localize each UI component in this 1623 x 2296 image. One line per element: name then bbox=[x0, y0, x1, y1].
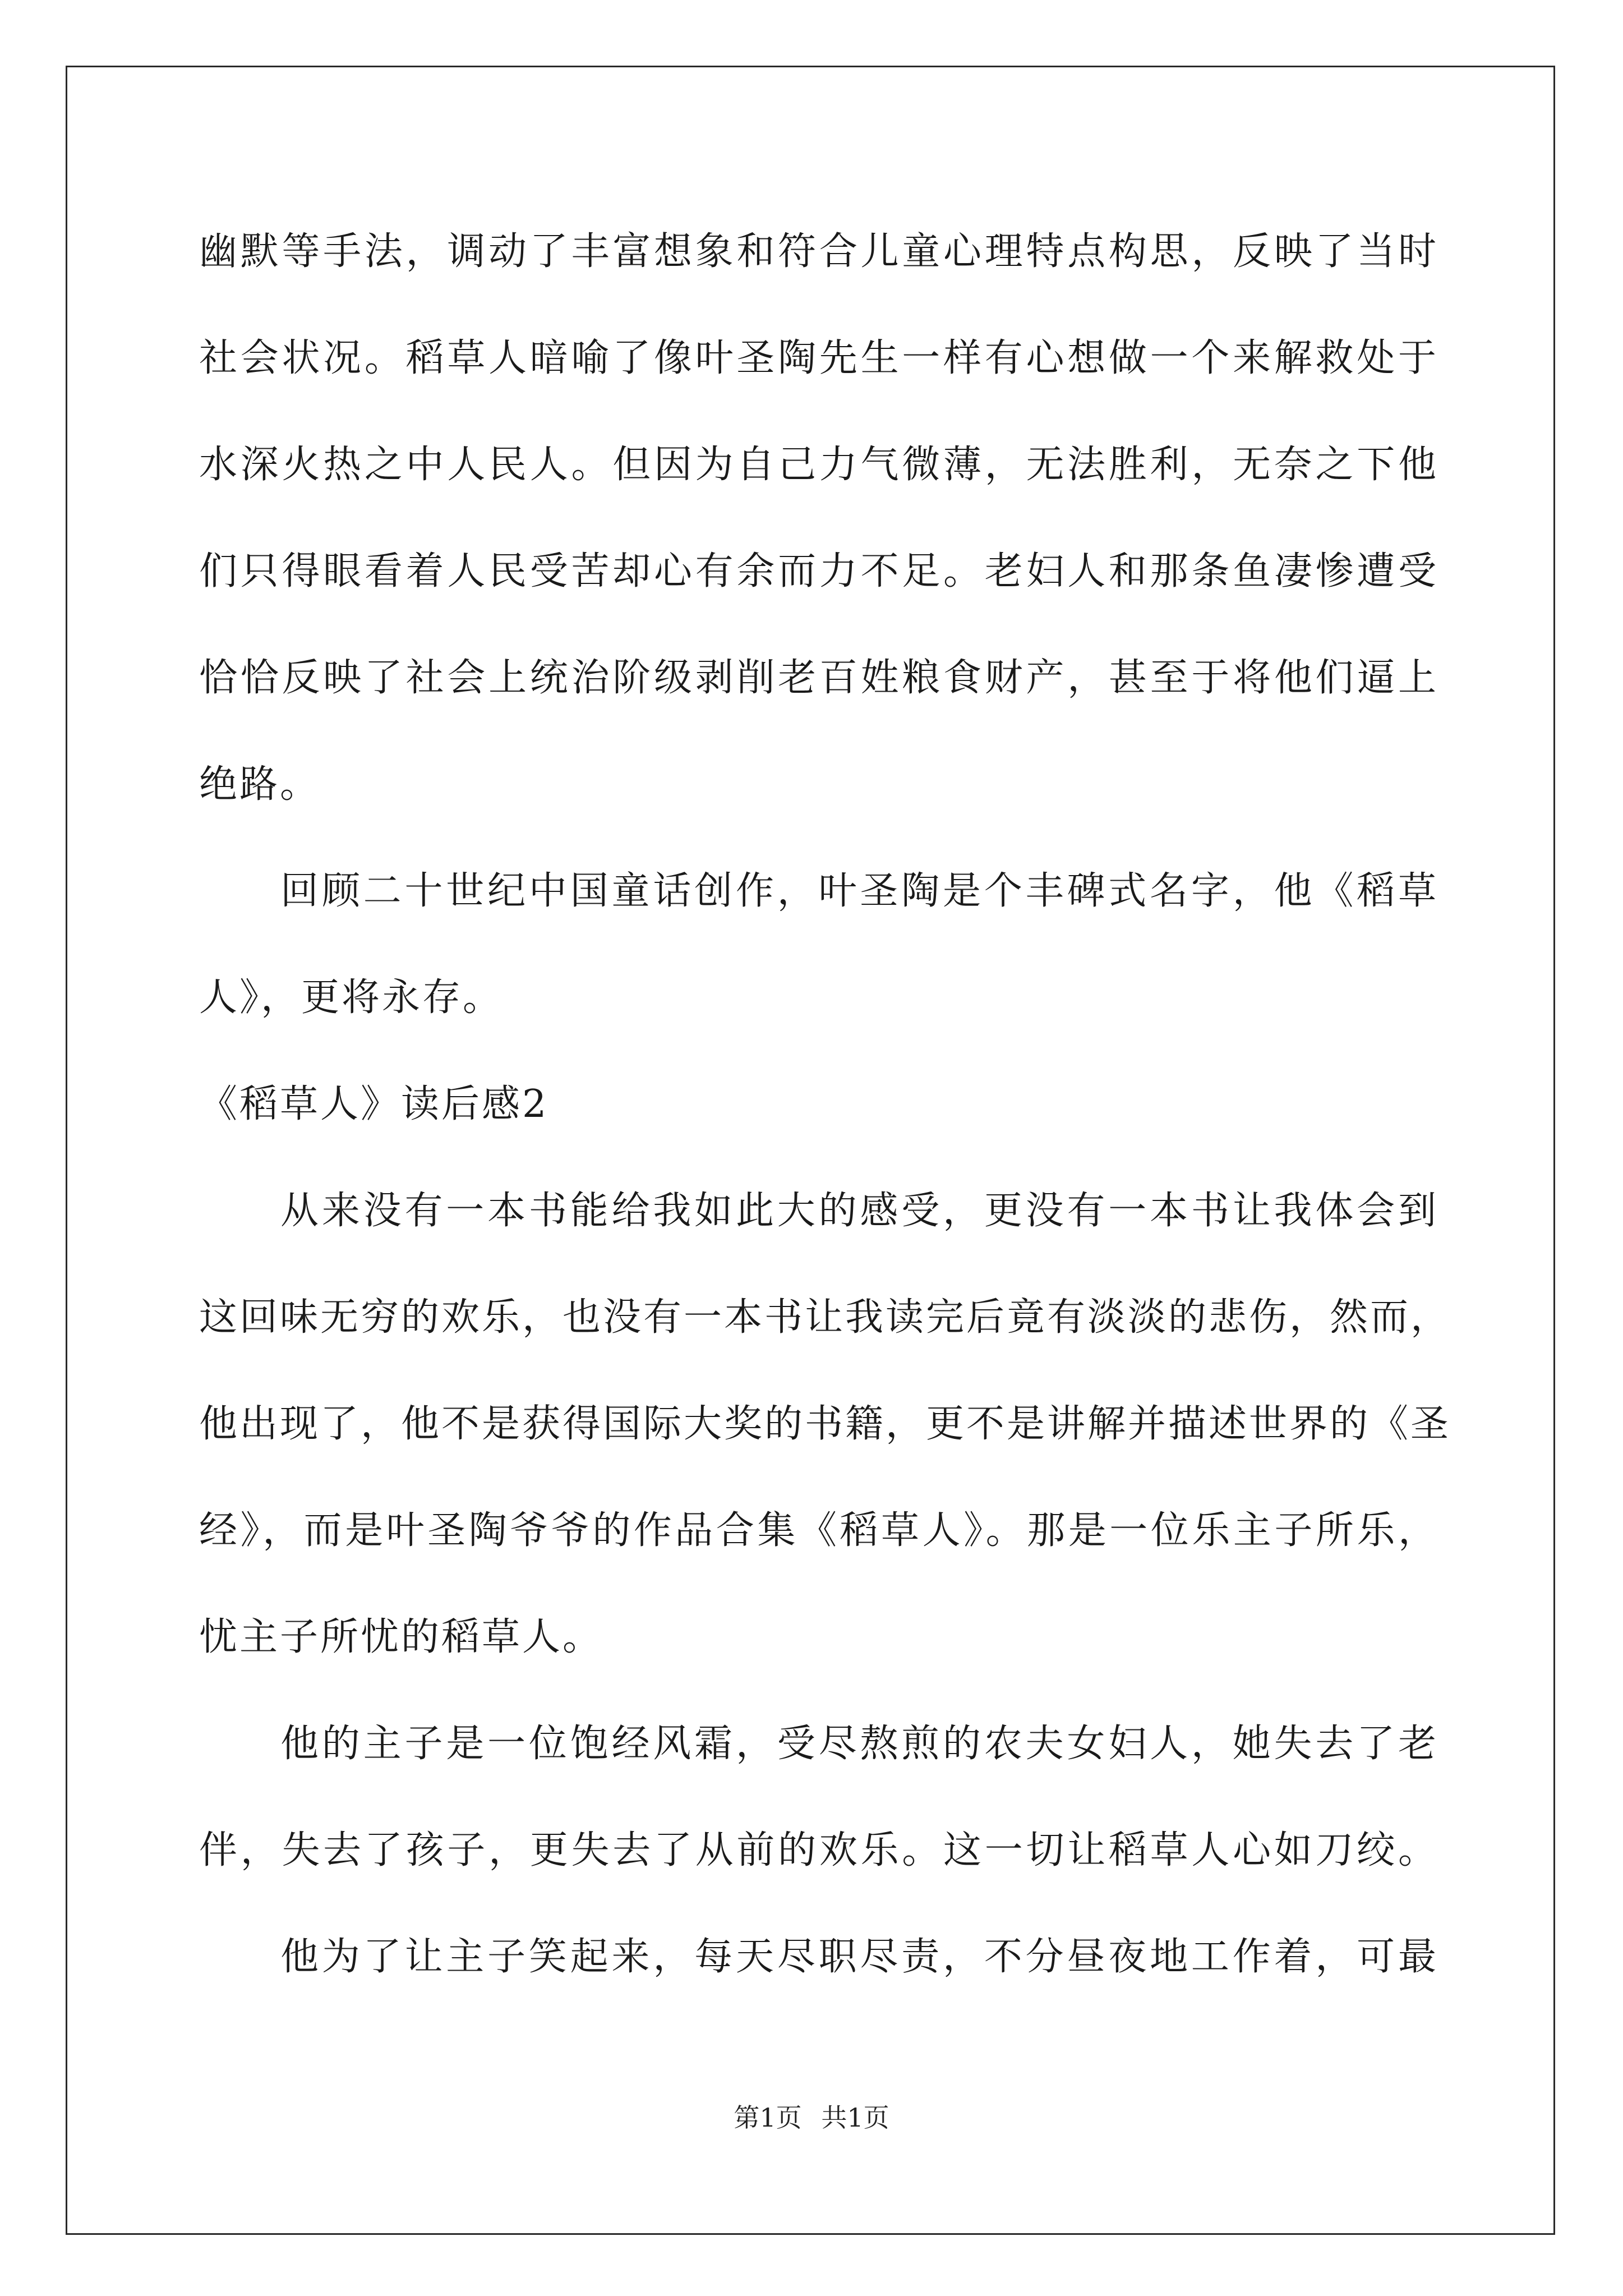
text-line: 们只得眼看着人民受苦却心有余而力不足。老妇人和那条鱼凄惨遭受 bbox=[199, 549, 1438, 593]
text-line: 这回味无穷的欢乐，也没有一本书让我读完后竟有淡淡的悲伤，然而， bbox=[199, 1295, 1451, 1340]
text-line: 人》，更将永存。 bbox=[199, 976, 504, 1020]
paragraph-start: 他为了让主子笑起来，每天尽职尽责，不分昼夜地工作着，可最 bbox=[280, 1935, 1438, 1979]
text-line: 恰恰反映了社会上统治阶级剥削老百姓粮食财产，甚至于将他们逼上 bbox=[199, 656, 1438, 700]
text-line: 水深火热之中人民人。但因为自己力气微薄，无法胜利，无奈之下他 bbox=[199, 443, 1438, 487]
page-number: 第1页 bbox=[734, 2102, 802, 2133]
page-footer bbox=[0, 2101, 1623, 2134]
text-line: 经》，而是叶圣陶爷爷的作品合集《稻草人》。那是一位乐主子所乐， bbox=[199, 1508, 1438, 1553]
text-line: 绝路。 bbox=[199, 762, 321, 807]
section-heading: 《稻草人》读后感2 bbox=[199, 1082, 549, 1126]
text-line: 他出现了，他不是获得国际大奖的书籍，更不是讲解并描述世界的《圣 bbox=[199, 1402, 1451, 1446]
page-count: 共1页 bbox=[821, 2102, 889, 2133]
paragraph-start: 回顾二十世纪中国童话创作，叶圣陶是个丰碑式名字，他《稻草 bbox=[280, 869, 1438, 913]
page-border bbox=[66, 66, 1555, 2235]
text-line: 幽默等手法，调动了丰富想象和符合儿童心理特点构思，反映了当时 bbox=[199, 229, 1438, 274]
text-line: 社会状况。稻草人暗喻了像叶圣陶先生一样有心想做一个来解救处于 bbox=[199, 336, 1438, 380]
paragraph-start: 从来没有一本书能给我如此大的感受，更没有一本书让我体会到 bbox=[280, 1189, 1438, 1233]
paragraph-start: 他的主子是一位饱经风霜，受尽熬煎的农夫女妇人，她失去了老 bbox=[280, 1722, 1438, 1766]
text-line: 忧主子所忧的稻草人。 bbox=[199, 1615, 603, 1659]
text-line: 伴，失去了孩子，更失去了从前的欢乐。这一切让稻草人心如刀绞。 bbox=[199, 1828, 1438, 1872]
